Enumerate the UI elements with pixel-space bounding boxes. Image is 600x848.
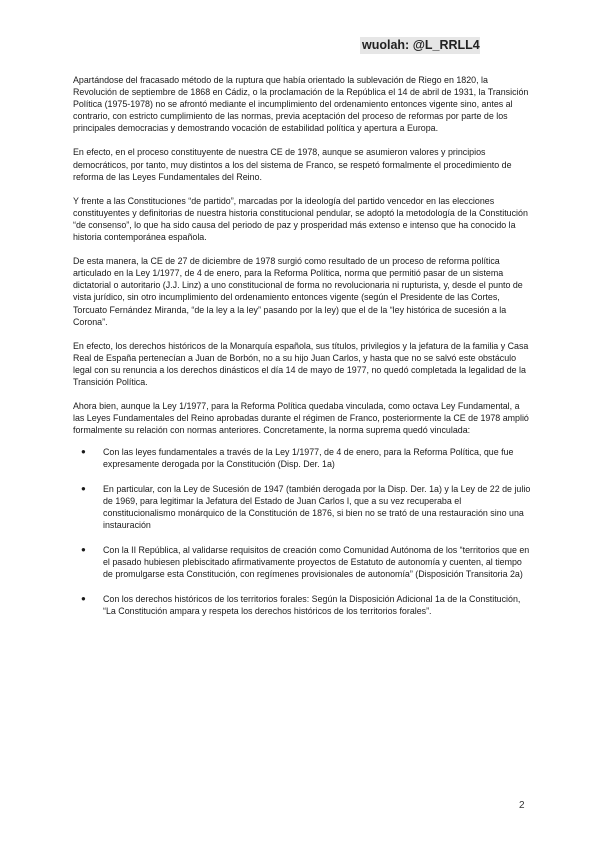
paragraph: En efecto, los derechos históricos de la Monarquía española, sus títulos, privilegios y la jefatura de la familia y Casa Real de España pertenecían a Juan de Borbón, no a su hijo Juan Carlos, y hasta que no se salvó este obstáculo legal con su renuncia a los derechos dinásticos el día 14 de mayo de 1977, no quedó completada la legalidad de la Transición Política. bbox=[73, 340, 529, 387]
bullet-icon: ● bbox=[81, 484, 86, 494]
paragraph: Ahora bien, aunque la Ley 1/1977, para la Reforma Política quedaba vinculada, como octava Ley Fundamental, a las Leyes Fundamentales del Reino aprobadas durante el régimen de Franco, posteriormente la CE de 1978 amplió formalmente su relación con normas anteriores. Concretamente, la norma suprema quedó vinculada: bbox=[73, 401, 529, 436]
bullet-icon: ● bbox=[81, 544, 86, 554]
list-item bbox=[81, 483, 531, 531]
document-body bbox=[73, 74, 531, 629]
paragraph: Y frente a las Constituciones “de partido”, marcadas por la ideología del partido vencedor en las elecciones constituyentes y definitorias de nuestra historia constitucional pendular, se adoptó la metodología de la Constitución “de consenso”, lo que ha sido causa del periodo de paz y prosperidad más extenso e intenso que ha conocido la historia contemporánea española. bbox=[73, 195, 528, 243]
paragraph: En efecto, en el proceso constituyente de nuestra CE de 1978, aunque se asumieron valores y principios democráticos, por tanto, muy distintos a los del sistema de Franco, se respetó formalmente el procedimiento de reforma de las Leyes Fundamentales del Reino. bbox=[73, 147, 512, 182]
watermark-label: wuolah: @L_RRLL4 bbox=[362, 38, 480, 52]
list-item-text: Con la II República, al validarse requisitos de creación como Comunidad Autónoma de los “territorios que en el pasado hubiesen plebiscitado afirmativamente proyectos de Estatuto de autonomía y cuenten, al tiempo de promulgarse esta Constitución, con regímenes provisionales de autonomía” (Disposición Transitoria 2a) bbox=[103, 544, 530, 580]
list-item-text: Con los derechos históricos de los territorios forales: Según la Disposición Adicional 1a de la Constitución, “La Constitución ampara y respeta los derechos históricos de los territorios forales”. bbox=[103, 593, 521, 616]
paragraph: De esta manera, la CE de 27 de diciembre de 1978 surgió como resultado de un proceso de reforma política articulado en la Ley 1/1977, de 4 de enero, para la Reforma Política, norma que permitió pasar de un sistema dictatorial o autoritario (J.J. Linz) a uno constitucional de forma no revolucionaria ni rupturista, y, desde el punto de vista jurídico, sin otro incumplimiento del ordenamiento entonces vigente (según el Presidente de las Cortes, Torcuato Fernández Miranda, “de la ley a la ley” pasando por la ley) que el de la “ley histórica de sucesión a la Corona”. bbox=[73, 256, 523, 327]
list-item-text: En particular, con la Ley de Sucesión de 1947 (también derogada por la Disp. Der. 1a) y la Ley de 22 de julio de 1969, para legitimar la Jefatura del Estado de Juan Carlos I, que a su vez recuperaba el constitucionalismo monárquico de la Constitución de 1876, si bien no se trató de una restauración sino una instauración bbox=[103, 484, 531, 531]
page-number: 2 bbox=[519, 800, 525, 811]
bullet-icon: ● bbox=[81, 593, 86, 603]
paragraph: Apartándose del fracasado método de la ruptura que había orientado la sublevación de Riego en 1820, la Revolución de septiembre de 1868 en Cádiz, o la proclamación de la República el 14 de abril de 1931, la Transición Política (1975-1978) no se afrontó mediante el incumplimiento del ordenamiento entonces vigente sino, antes al contrario, con estricto cumplimiento de las normas, previa aceptación del proceso de reformas por parte de los principales democracias y demostrando vocación de estabilidad política y apertura a Europa. bbox=[73, 75, 529, 134]
bullet-icon: ● bbox=[81, 447, 86, 457]
list-item-text: Con las leyes fundamentales a través de la Ley 1/1977, de 4 de enero, para la Reforma Política, que fue expresamente derogada por la Constitución (Disp. Der. 1a) bbox=[103, 447, 514, 470]
bullet-list bbox=[81, 446, 531, 617]
list-item bbox=[81, 544, 531, 580]
list-item bbox=[81, 593, 531, 617]
list-item bbox=[81, 446, 531, 470]
